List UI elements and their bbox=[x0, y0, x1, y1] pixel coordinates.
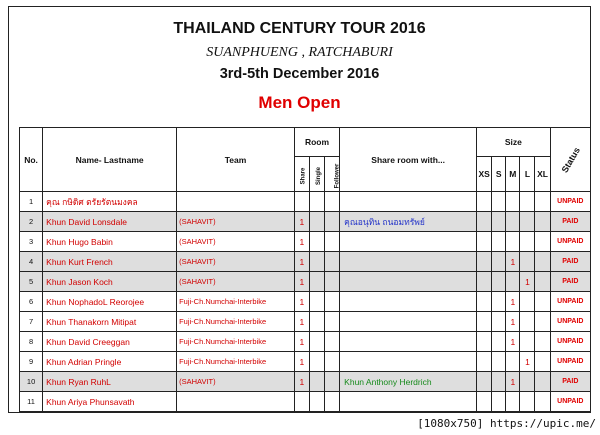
size-m-mark bbox=[506, 212, 520, 232]
team-name: Fuji-Ch.Numchai-Interbike bbox=[177, 352, 295, 372]
size-s-mark bbox=[492, 372, 506, 392]
size-xl-mark bbox=[535, 292, 550, 312]
table-row bbox=[20, 232, 591, 252]
row-number: 7 bbox=[20, 312, 43, 332]
payment-status: PAID bbox=[550, 372, 590, 392]
team-name bbox=[177, 192, 295, 212]
room-follower-mark bbox=[325, 292, 340, 312]
size-m-mark: 1 bbox=[506, 252, 520, 272]
payment-status: UNPAID bbox=[550, 352, 590, 372]
room-share-mark bbox=[294, 192, 309, 212]
table-row bbox=[20, 392, 591, 412]
event-location: SUANPHUENG , RATCHABURI bbox=[206, 45, 393, 60]
room-share-mark bbox=[294, 392, 309, 412]
size-s-mark bbox=[492, 332, 506, 352]
table-row bbox=[20, 352, 591, 372]
team-name: (SAHAVIT) bbox=[177, 272, 295, 292]
size-l-mark bbox=[520, 212, 535, 232]
col-size-s-header: S bbox=[492, 157, 506, 192]
room-share-mark: 1 bbox=[294, 332, 309, 352]
image-host-caption: [1080x750] https://upic.me/ bbox=[417, 417, 596, 430]
room-share-mark: 1 bbox=[294, 372, 309, 392]
col-room-follower-header: Follower bbox=[325, 157, 340, 192]
room-follower-mark bbox=[325, 212, 340, 232]
team-name: (SAHAVIT) bbox=[177, 232, 295, 252]
share-room-with bbox=[340, 252, 477, 272]
table-row bbox=[20, 372, 591, 392]
table-row bbox=[20, 312, 591, 332]
row-number: 5 bbox=[20, 272, 43, 292]
payment-status: UNPAID bbox=[550, 392, 590, 412]
size-xs-mark bbox=[477, 192, 492, 212]
col-team-header: Team bbox=[177, 128, 295, 192]
col-size-m-header: M bbox=[506, 157, 520, 192]
table-row bbox=[20, 332, 591, 352]
share-room-with: คุณอนุทิน ถนอมทรัพย์ bbox=[340, 212, 477, 232]
event-title: THAILAND CENTURY TOUR 2016 bbox=[173, 20, 426, 37]
room-single-mark bbox=[309, 352, 324, 372]
room-single-mark bbox=[309, 312, 324, 332]
size-xl-mark bbox=[535, 252, 550, 272]
size-xs-mark bbox=[477, 212, 492, 232]
payment-status: PAID bbox=[550, 272, 590, 292]
roster-table bbox=[19, 127, 591, 412]
size-xs-mark bbox=[477, 252, 492, 272]
table-row bbox=[20, 252, 591, 272]
size-xs-mark bbox=[477, 292, 492, 312]
row-number: 2 bbox=[20, 212, 43, 232]
team-name: (SAHAVIT) bbox=[177, 212, 295, 232]
size-m-mark: 1 bbox=[506, 332, 520, 352]
participant-name: Khun Ryan RuhL bbox=[43, 372, 177, 392]
size-xl-mark bbox=[535, 332, 550, 352]
table-row bbox=[20, 272, 591, 292]
size-m-mark bbox=[506, 232, 520, 252]
room-single-mark bbox=[309, 392, 324, 412]
col-size-l-header: L bbox=[520, 157, 535, 192]
size-s-mark bbox=[492, 252, 506, 272]
size-l-mark bbox=[520, 192, 535, 212]
col-no-header: No. bbox=[20, 128, 43, 192]
participant-name: Khun NophadoL Reorojee bbox=[43, 292, 177, 312]
size-m-mark: 1 bbox=[506, 372, 520, 392]
table-row bbox=[20, 292, 591, 312]
room-share-mark: 1 bbox=[294, 232, 309, 252]
size-m-mark bbox=[506, 352, 520, 372]
participant-name: Khun Thanakorn Mitipat bbox=[43, 312, 177, 332]
size-xs-mark bbox=[477, 232, 492, 252]
table-row bbox=[20, 212, 591, 232]
share-room-with bbox=[340, 332, 477, 352]
participant-name: Khun Adrian Pringle bbox=[43, 352, 177, 372]
col-size-xs-header: XS bbox=[477, 157, 492, 192]
room-follower-mark bbox=[325, 392, 340, 412]
size-m-mark bbox=[506, 272, 520, 292]
size-xs-mark bbox=[477, 372, 492, 392]
room-follower-mark bbox=[325, 232, 340, 252]
room-share-mark: 1 bbox=[294, 252, 309, 272]
size-l-mark bbox=[520, 332, 535, 352]
size-l-mark bbox=[520, 252, 535, 272]
participant-name: Khun David Creeggan bbox=[43, 332, 177, 352]
size-s-mark bbox=[492, 292, 506, 312]
room-share-mark: 1 bbox=[294, 312, 309, 332]
col-size-header: Size bbox=[477, 128, 551, 157]
size-xl-mark bbox=[535, 372, 550, 392]
room-single-mark bbox=[309, 332, 324, 352]
size-xl-mark bbox=[535, 272, 550, 292]
participant-name: Khun Hugo Babin bbox=[43, 232, 177, 252]
team-name: (SAHAVIT) bbox=[177, 372, 295, 392]
payment-status: UNPAID bbox=[550, 332, 590, 352]
col-room-header: Room bbox=[294, 128, 339, 157]
size-s-mark bbox=[492, 272, 506, 292]
share-room-with bbox=[340, 192, 477, 212]
room-follower-mark bbox=[325, 272, 340, 292]
table-row bbox=[20, 192, 591, 212]
payment-status: UNPAID bbox=[550, 312, 590, 332]
size-l-mark bbox=[520, 392, 535, 412]
document-frame bbox=[8, 6, 591, 413]
payment-status: UNPAID bbox=[550, 292, 590, 312]
share-room-with bbox=[340, 312, 477, 332]
category-heading: Men Open bbox=[258, 93, 341, 112]
participant-name: Khun David Lonsdale bbox=[43, 212, 177, 232]
row-number: 6 bbox=[20, 292, 43, 312]
size-s-mark bbox=[492, 232, 506, 252]
size-xl-mark bbox=[535, 352, 550, 372]
row-number: 4 bbox=[20, 252, 43, 272]
col-status-header: Status bbox=[550, 128, 590, 192]
size-m-mark bbox=[506, 392, 520, 412]
size-l-mark bbox=[520, 312, 535, 332]
size-xs-mark bbox=[477, 392, 492, 412]
size-s-mark bbox=[492, 352, 506, 372]
participant-name: Khun Ariya Phunsavath bbox=[43, 392, 177, 412]
row-number: 11 bbox=[20, 392, 43, 412]
room-follower-mark bbox=[325, 372, 340, 392]
share-room-with bbox=[340, 292, 477, 312]
room-share-mark: 1 bbox=[294, 292, 309, 312]
payment-status: UNPAID bbox=[550, 192, 590, 212]
participant-name: Khun Jason Koch bbox=[43, 272, 177, 292]
size-xs-mark bbox=[477, 352, 492, 372]
room-share-mark: 1 bbox=[294, 212, 309, 232]
share-room-with bbox=[340, 392, 477, 412]
room-follower-mark bbox=[325, 312, 340, 332]
participant-name: คุณ กษิดิศ ตรัยรัตนมงคล bbox=[43, 192, 177, 212]
col-share-with-header: Share room with... bbox=[340, 128, 477, 192]
size-xl-mark bbox=[535, 212, 550, 232]
size-xl-mark bbox=[535, 232, 550, 252]
participant-name: Khun Kurt French bbox=[43, 252, 177, 272]
room-follower-mark bbox=[325, 332, 340, 352]
room-single-mark bbox=[309, 192, 324, 212]
payment-status: PAID bbox=[550, 252, 590, 272]
team-name: Fuji-Ch.Numchai-Interbike bbox=[177, 292, 295, 312]
room-follower-mark bbox=[325, 252, 340, 272]
payment-status: UNPAID bbox=[550, 232, 590, 252]
row-number: 9 bbox=[20, 352, 43, 372]
row-number: 8 bbox=[20, 332, 43, 352]
size-l-mark: 1 bbox=[520, 352, 535, 372]
room-single-mark bbox=[309, 292, 324, 312]
size-s-mark bbox=[492, 212, 506, 232]
room-single-mark bbox=[309, 372, 324, 392]
team-name: (SAHAVIT) bbox=[177, 252, 295, 272]
col-room-single-header: Single bbox=[309, 157, 324, 192]
size-l-mark: 1 bbox=[520, 272, 535, 292]
row-number: 1 bbox=[20, 192, 43, 212]
size-s-mark bbox=[492, 392, 506, 412]
size-l-mark bbox=[520, 292, 535, 312]
size-l-mark bbox=[520, 372, 535, 392]
roster-body bbox=[20, 192, 591, 412]
share-room-with bbox=[340, 272, 477, 292]
row-number: 10 bbox=[20, 372, 43, 392]
size-s-mark bbox=[492, 192, 506, 212]
size-l-mark bbox=[520, 232, 535, 252]
row-number: 3 bbox=[20, 232, 43, 252]
room-single-mark bbox=[309, 252, 324, 272]
room-follower-mark bbox=[325, 352, 340, 372]
size-xs-mark bbox=[477, 272, 492, 292]
room-single-mark bbox=[309, 232, 324, 252]
size-xl-mark bbox=[535, 312, 550, 332]
size-xs-mark bbox=[477, 332, 492, 352]
team-name bbox=[177, 392, 295, 412]
payment-status: PAID bbox=[550, 212, 590, 232]
size-m-mark: 1 bbox=[506, 292, 520, 312]
col-size-xl-header: XL bbox=[535, 157, 550, 192]
size-xl-mark bbox=[535, 192, 550, 212]
size-xl-mark bbox=[535, 392, 550, 412]
col-name-header: Name- Lastname bbox=[43, 128, 177, 192]
room-follower-mark bbox=[325, 192, 340, 212]
team-name: Fuji-Ch.Numchai-Interbike bbox=[177, 332, 295, 352]
share-room-with bbox=[340, 352, 477, 372]
team-name: Fuji-Ch.Numchai-Interbike bbox=[177, 312, 295, 332]
room-single-mark bbox=[309, 212, 324, 232]
room-single-mark bbox=[309, 272, 324, 292]
share-room-with: Khun Anthony Herdrich bbox=[340, 372, 477, 392]
col-room-share-header: Share bbox=[294, 157, 309, 192]
share-room-with bbox=[340, 232, 477, 252]
size-m-mark: 1 bbox=[506, 312, 520, 332]
room-share-mark: 1 bbox=[294, 352, 309, 372]
room-share-mark: 1 bbox=[294, 272, 309, 292]
size-m-mark bbox=[506, 192, 520, 212]
size-xs-mark bbox=[477, 312, 492, 332]
size-s-mark bbox=[492, 312, 506, 332]
event-dates: 3rd-5th December 2016 bbox=[219, 66, 380, 82]
